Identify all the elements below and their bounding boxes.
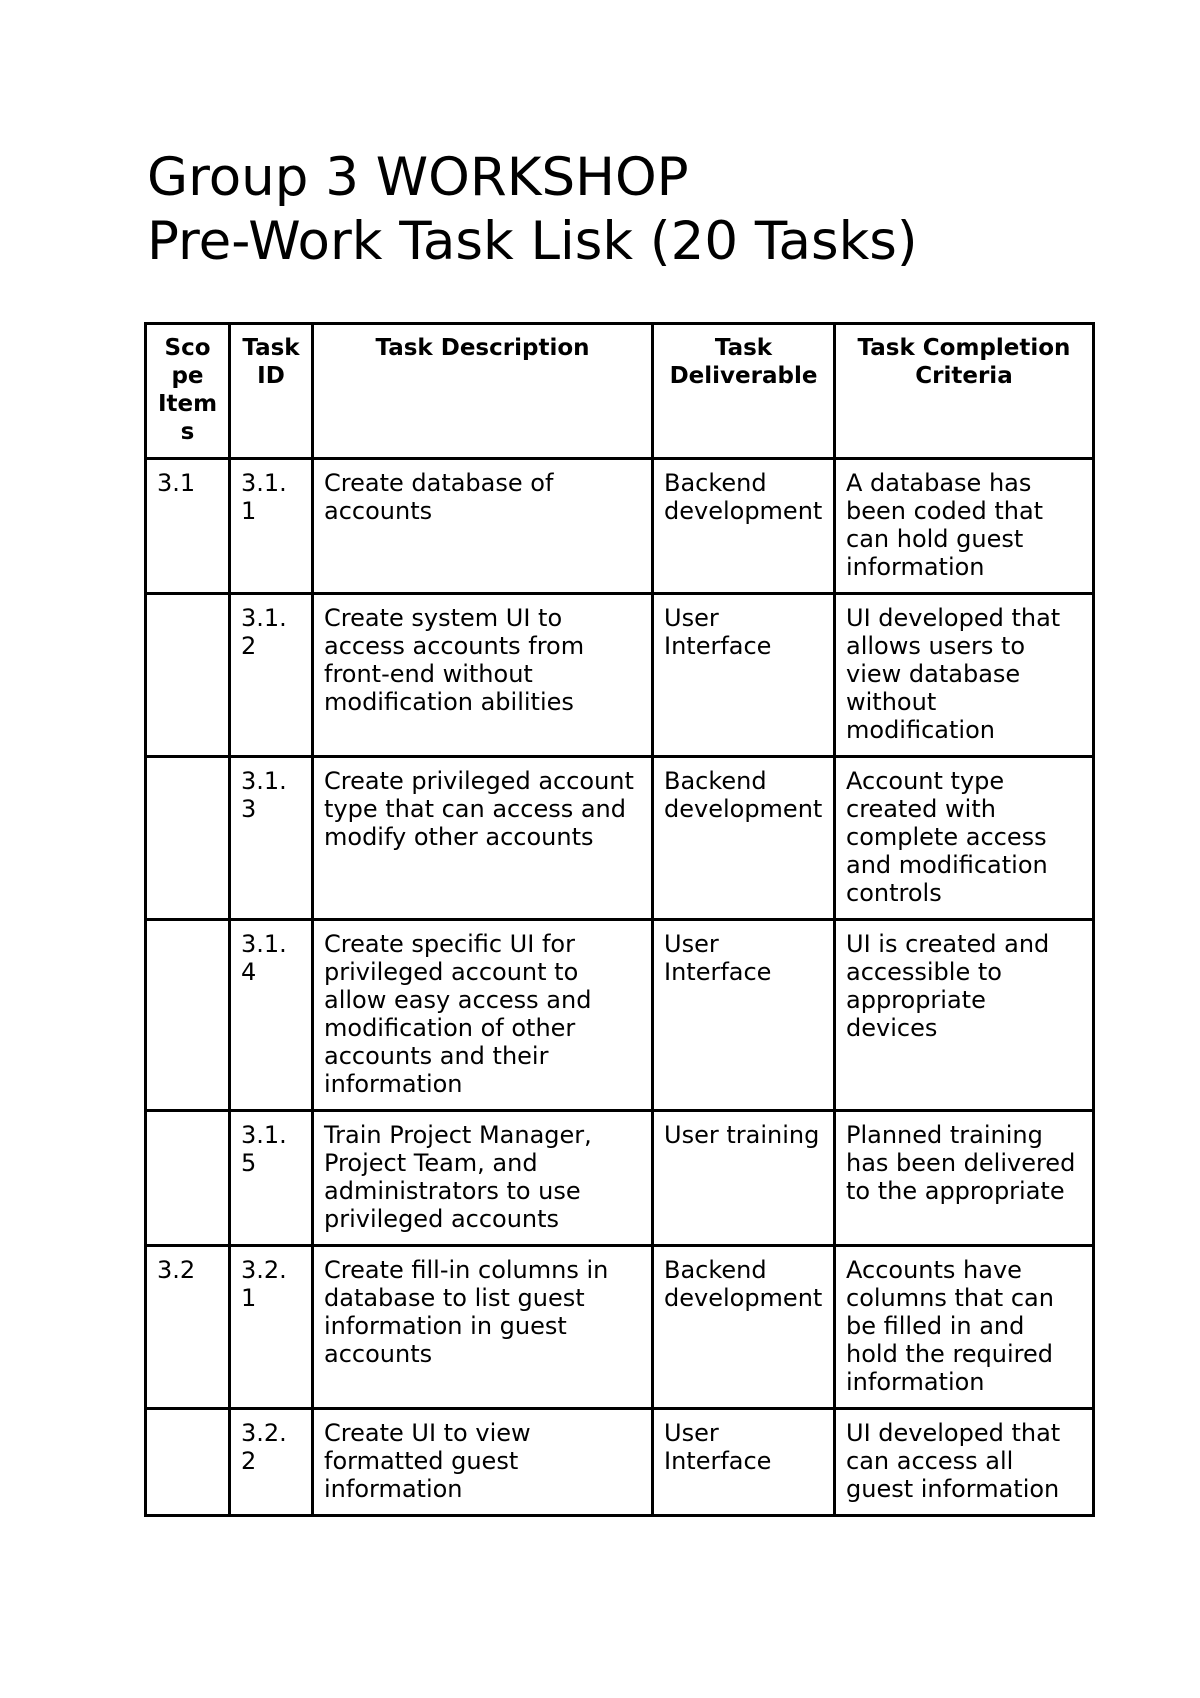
cell-description: Create privileged account type that can access and modify other accounts	[313, 757, 653, 920]
cell-scope	[146, 1409, 230, 1516]
cell-description: Train Project Manager, Project Team, and administrators to use privileged accounts	[313, 1111, 653, 1246]
cell-task-id: 3.2.2	[230, 1409, 313, 1516]
cell-scope: 3.1	[146, 459, 230, 594]
cell-task-id: 3.2.1	[230, 1246, 313, 1409]
cell-criteria: Planned training has been delivered to the appropriate	[835, 1111, 1094, 1246]
cell-criteria: UI developed that allows users to view database without modification	[835, 594, 1094, 757]
cell-deliverable: Backend development	[653, 757, 835, 920]
table-row	[146, 1409, 1094, 1516]
task-table	[144, 322, 1095, 1517]
table-row	[146, 459, 1094, 594]
header-scope-items: Scope Items	[146, 324, 230, 459]
title-line-1: Group 3 WORKSHOP	[147, 147, 689, 208]
cell-description: Create fill-in columns in database to list guest information in guest accounts	[313, 1246, 653, 1409]
cell-scope: 3.2	[146, 1246, 230, 1409]
cell-scope	[146, 1111, 230, 1246]
cell-task-id: 3.1.2	[230, 594, 313, 757]
cell-deliverable: Backend development	[653, 459, 835, 594]
cell-task-id: 3.1.3	[230, 757, 313, 920]
cell-description: Create database of accounts	[313, 459, 653, 594]
cell-criteria: UI is created and accessible to appropriate devices	[835, 920, 1094, 1111]
cell-deliverable: User Interface	[653, 920, 835, 1111]
cell-description: Create system UI to access accounts from front-end without modification abilities	[313, 594, 653, 757]
table-row	[146, 1111, 1094, 1246]
cell-scope	[146, 920, 230, 1111]
header-task-description: Task Description	[313, 324, 653, 459]
cell-deliverable: Backend development	[653, 1246, 835, 1409]
cell-deliverable: User Interface	[653, 594, 835, 757]
table-row	[146, 920, 1094, 1111]
cell-task-id: 3.1.4	[230, 920, 313, 1111]
cell-description: Create specific UI for privileged account to allow easy access and modification of other accounts and their information	[313, 920, 653, 1111]
cell-description: Create UI to view formatted guest information	[313, 1409, 653, 1516]
cell-scope	[146, 757, 230, 920]
cell-criteria: Account type created with complete access and modification controls	[835, 757, 1094, 920]
cell-deliverable: User training	[653, 1111, 835, 1246]
header-task-deliverable: Task Deliverable	[653, 324, 835, 459]
cell-criteria: UI developed that can access all guest information	[835, 1409, 1094, 1516]
document-title	[147, 146, 918, 274]
cell-criteria: Accounts have columns that can be filled in and hold the required information	[835, 1246, 1094, 1409]
table-row	[146, 594, 1094, 757]
cell-task-id: 3.1.1	[230, 459, 313, 594]
title-line-2: Pre-Work Task Lisk (20 Tasks)	[147, 211, 918, 272]
cell-criteria: A database has been coded that can hold guest information	[835, 459, 1094, 594]
table-row	[146, 757, 1094, 920]
table-row	[146, 1246, 1094, 1409]
cell-deliverable: User Interface	[653, 1409, 835, 1516]
header-task-id: Task ID	[230, 324, 313, 459]
cell-task-id: 3.1.5	[230, 1111, 313, 1246]
header-task-completion-criteria: Task Completion Criteria	[835, 324, 1094, 459]
cell-scope	[146, 594, 230, 757]
table-header-row	[146, 324, 1094, 459]
